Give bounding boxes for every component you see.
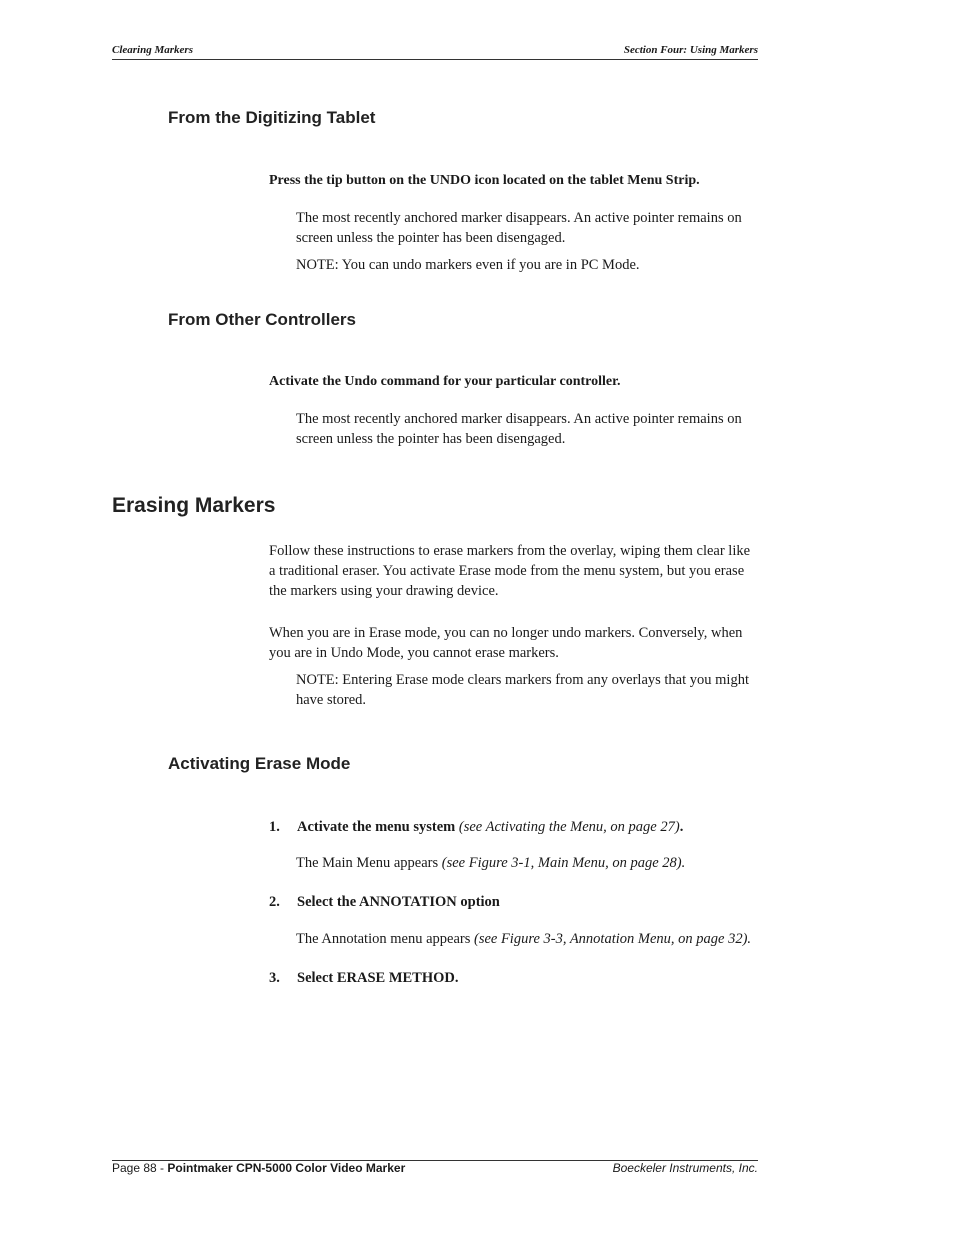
step-3-number: 3. (269, 970, 280, 986)
heading-activating-erase-mode: Activating Erase Mode (168, 754, 351, 773)
footer-company: Boeckeler Instruments, Inc. (612, 1161, 758, 1175)
other-result-line1: The most recently anchored marker disappears. An active pointer remains on (296, 411, 742, 427)
step-2-result (296, 929, 751, 949)
erasing-note-line1: NOTE: Entering Erase mode clears markers from any overlays that you might (296, 672, 749, 688)
footer-product: Pointmaker CPN-5000 Color Video Marker (167, 1161, 406, 1175)
erasing-para1-line2: a traditional eraser. You activate Erase mode from the menu system, but you erase (269, 563, 745, 579)
erasing-note (296, 670, 749, 710)
tablet-result-line1: The most recently anchored marker disappears. An active pointer remains on (296, 210, 742, 226)
step-1-result (296, 853, 685, 873)
step-1-number: 1. (269, 819, 280, 835)
step-3 (269, 968, 459, 988)
heading-digitizing-tablet: From the Digitizing Tablet (168, 108, 376, 127)
erasing-para2-line1: When you are in Erase mode, you can no longer undo markers. Conversely, when (269, 625, 743, 641)
step-2-result-text: The Annotation menu appears (296, 931, 471, 947)
erasing-para1-line3: the markers using your drawing device. (269, 583, 499, 599)
erasing-note-line2: have stored. (296, 692, 367, 708)
page-header (112, 42, 758, 60)
step-1 (269, 817, 683, 837)
erasing-para2 (269, 623, 742, 663)
page-footer (112, 1160, 758, 1181)
header-chapter: Clearing Markers (112, 44, 193, 56)
step-2-number: 2. (269, 894, 280, 910)
footer-page-info (112, 1161, 405, 1175)
tablet-result (296, 208, 742, 248)
step-1-text: Activate the menu system (297, 819, 456, 835)
tablet-result-line2: screen unless the pointer has been disengaged. (296, 230, 566, 246)
step-2-text: Select the ANNOTATION option (297, 894, 500, 910)
heading-erasing-markers: Erasing Markers (112, 494, 276, 517)
footer-page-number: Page 88 - (112, 1161, 168, 1175)
step-3-text: Select ERASE METHOD. (297, 970, 459, 986)
other-result-line2: screen unless the pointer has been disengaged. (296, 431, 566, 447)
erasing-para2-line2: you are in Undo Mode, you cannot erase markers. (269, 645, 559, 661)
other-step: Activate the Undo command for your particular controller. (269, 374, 621, 389)
tablet-step: Press the tip button on the UNDO icon located on the tablet Menu Strip. (269, 173, 700, 188)
step-2-result-reference: (see Figure 3-3, Annotation Menu, on page 32). (473, 931, 752, 947)
step-1-reference: (see Activating the Menu, on page 27) (458, 819, 680, 835)
other-result (296, 409, 742, 449)
erasing-para1 (269, 541, 750, 601)
step-1-result-reference: (see Figure 3-1, Main Menu, on page 28). (441, 855, 686, 871)
erasing-para1-line1: Follow these instructions to erase markers from the overlay, wiping them clear like (269, 543, 751, 559)
step-1-period: . (679, 819, 684, 835)
step-1-result-text: The Main Menu appears (296, 855, 439, 871)
step-2 (269, 892, 500, 912)
heading-other-controllers: From Other Controllers (168, 310, 356, 329)
tablet-note: NOTE: You can undo markers even if you are in PC Mode. (296, 257, 640, 273)
header-section: Section Four: Using Markers (623, 44, 758, 56)
